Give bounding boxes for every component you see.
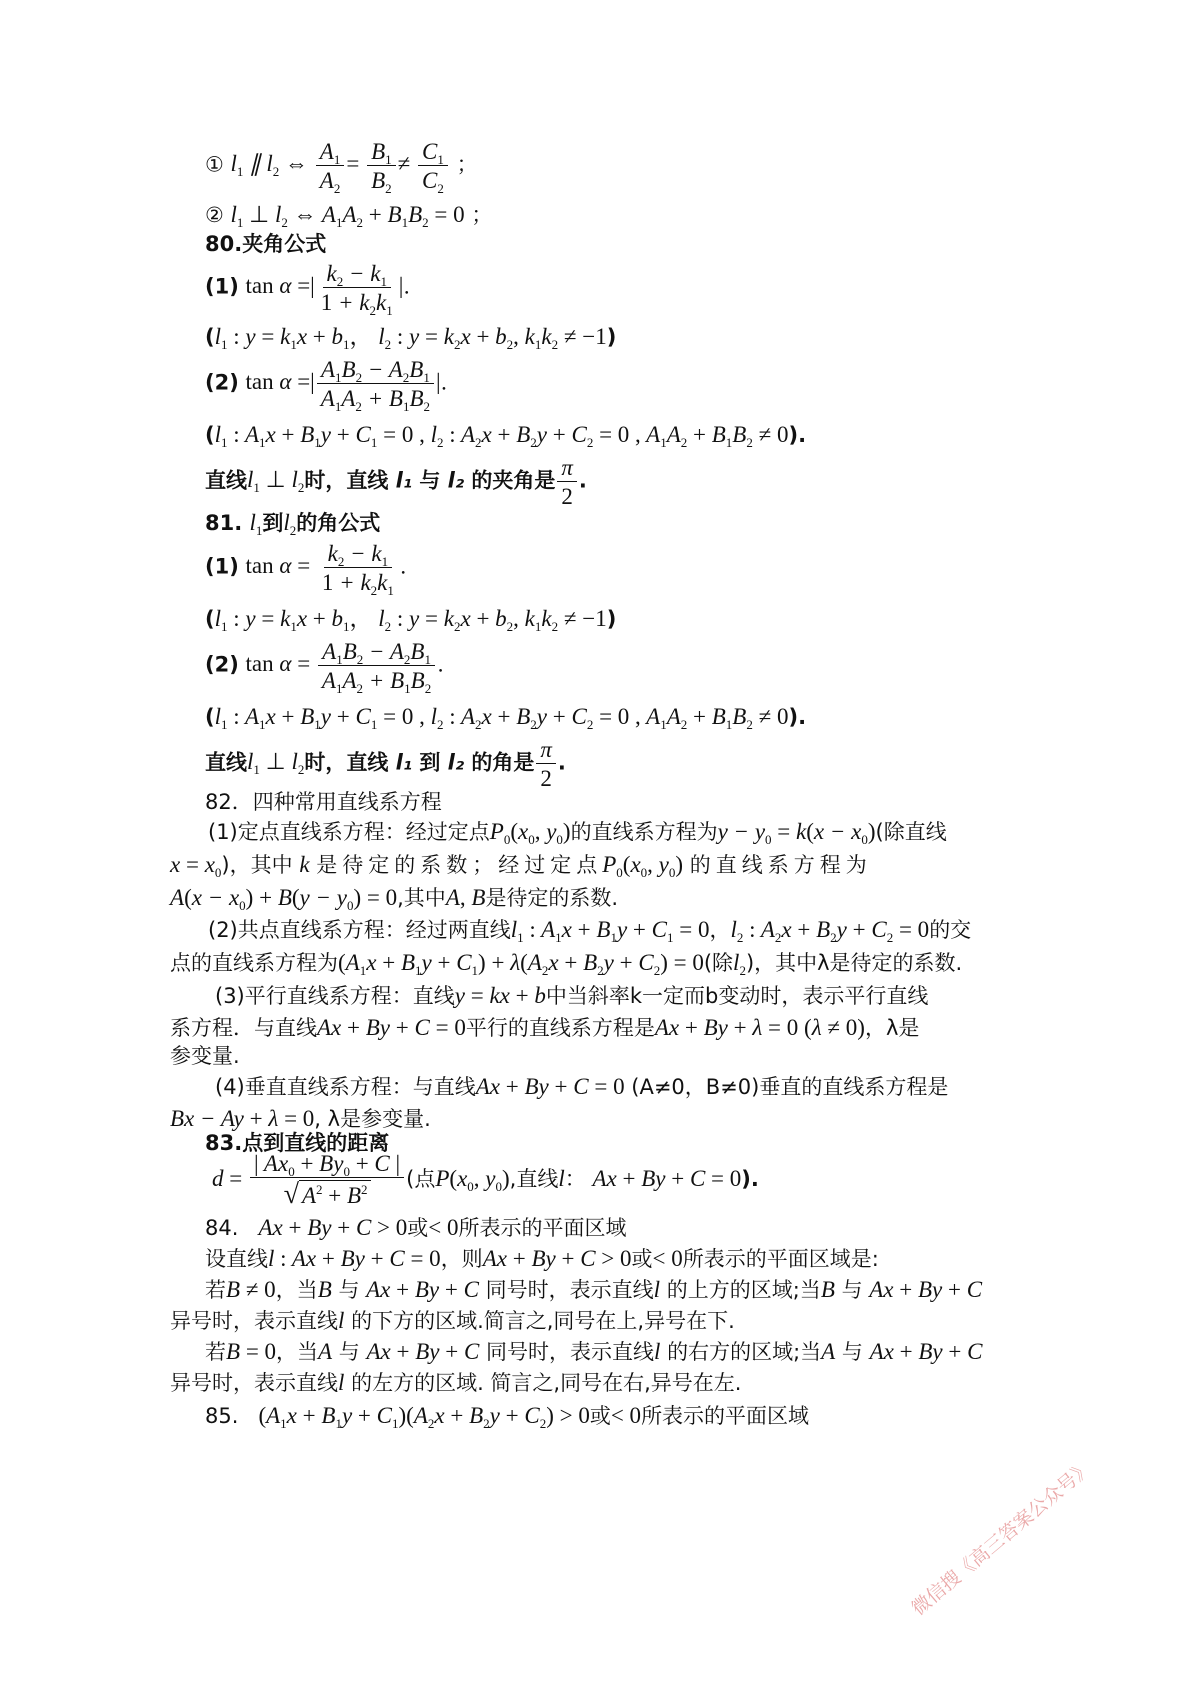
text: 中当斜率k一定而b变动时，表示平行直线 — [545, 984, 929, 1008]
formula-label: (1) — [205, 274, 239, 299]
text: 到 — [262, 511, 284, 535]
s82-p1-line2: $x = x_0$)，其中 k 是待定的系数；经过定点$P_0(x_0$, $y_0$) 的直线系方程为 — [170, 852, 872, 880]
s84-p2-line2: 异号时，表示直线l 的下方的区域.简言之,同号在上,异号在下. — [170, 1308, 735, 1333]
text: )，其中λ是待定的系数. — [745, 951, 963, 975]
paren: ) — [606, 325, 617, 349]
paren: ( — [205, 325, 215, 349]
text: 时，直线 — [304, 750, 396, 775]
section-85-title: 85. $(A_1x + B_1y + C_1)(A_2x + B_2y + C_2) > 0$或< 0所表示的平面区域 — [205, 1403, 810, 1431]
s81-condition-2: ($l_1$ : $A_1x + B_1y + C_1 = 0$ , $l_2$ : $A_2x + B_2y + C_2 = 0$ , $A_1A_2 + B_1B_2 \ne 0$). — [205, 704, 807, 732]
s82-p2-line1: (2)共点直线系方程：经过两直线$l_1$ : $A_1x + B_1y + C_1 = 0$，$l_2$ : $A_2x + B_2y + C_2 = 0$的交 — [208, 917, 972, 945]
punctuation: . — [578, 468, 587, 493]
section-84-title: 84. Ax + By + C > 0或< 0所表示的平面区域 — [205, 1215, 627, 1240]
text: 所表示的平面区域 — [458, 1216, 627, 1240]
text: 所表示的平面区域 — [641, 1404, 810, 1428]
text: ，当 — [275, 1278, 318, 1302]
circled-number: ② — [205, 203, 224, 227]
section-number: 81. — [205, 511, 243, 535]
perpendicular-condition: ② $l_1$ ⊥ $l_2$ ⇔ $A_1A_2 + B_1B_2 = 0$ ； — [205, 202, 493, 230]
text: 所表示的平面区域是: — [682, 1247, 879, 1271]
s81-condition-1: ($l_1$ : $y = k_1x + b_1$， $l_2$ : $y = k_2x + b_2$, $k_1k_2 \ne -1$) — [205, 606, 617, 634]
s82-p4-line2: Bx − Ay + λ = 0, λ是参变量. — [170, 1106, 431, 1131]
text: 的角是 — [464, 750, 535, 775]
punctuation: . — [437, 652, 444, 677]
punctuation: . — [403, 274, 411, 299]
punctuation: ). — [741, 1166, 759, 1191]
s84-p2-line1: 若B ≠ 0，当B 与 Ax + By + C 同号时，表示直线l 的上方的区域;当B 与 Ax + By + C — [205, 1277, 983, 1302]
watermark: 微信搜《高三答案公众号》 — [907, 1456, 1097, 1620]
paren: ( — [205, 705, 215, 729]
text: (2)共点直线系方程：经过两直线 — [208, 918, 511, 942]
punctuation: . — [399, 554, 407, 579]
text: (3)平行直线系方程：直线 — [215, 984, 455, 1008]
punctuation: ； — [456, 152, 478, 177]
s81-formula-1: (1) tan α = $\frac{k_2 - k_1}{1 + k_2k_1}$ . — [205, 541, 407, 598]
text: 与 — [412, 468, 448, 493]
section-number: 84. — [205, 1216, 239, 1240]
text: l₂ — [447, 750, 465, 775]
text: 设直线 — [205, 1247, 268, 1271]
section-number: 85. — [205, 1404, 239, 1428]
s82-p1-line3: $A(x - x_0) + B(y - y_0) = 0$,其中A, B是待定的系数. — [170, 885, 619, 913]
parallel-condition: ① $l_1$ ∥ $l_2$ ⇔ $\frac{A_1}{A_2}$ = $\frac{B_1}{B_2}$ ≠ $\frac{C_1}{C_2}$ ； — [205, 139, 478, 196]
s84-p1: 设直线l : Ax + By + C = 0，则Ax + By + C > 0或< 0所表示的平面区域是: — [205, 1246, 879, 1271]
text: 若 — [205, 1340, 226, 1364]
paren: ). — [788, 423, 807, 447]
text: (4)垂直直线系方程：与直线 — [215, 1075, 476, 1099]
text: 时，直线 — [304, 468, 396, 493]
text: 的直线系方程为 — [570, 820, 718, 844]
s82-p1-line1: (1)定点直线系方程：经过定点$P_0(x_0$, $y_0$)的直线系方程为$y - y_0 = k(x - x_0)$(除直线 — [208, 819, 947, 847]
s83-formula: d = $\frac{| Ax_0 + By_0 + C |}{√ A^2 + B^2}$ (点$P(x_0$, $y_0$),直线l： Ax + By + C = 0). — [212, 1151, 759, 1210]
paren: ) — [606, 607, 617, 631]
text: 到 — [412, 750, 448, 775]
text: 系方程．与直线 — [170, 1016, 317, 1040]
punctuation: . — [557, 750, 566, 775]
s80-condition-1: ($l_1$ : $y = k_1x + b_1$， $l_2$ : $y = k_2x + b_2$, $k_1k_2 \ne -1$) — [205, 324, 617, 352]
paren: ). — [788, 705, 807, 729]
text: 是待定的系数；经过定点 — [316, 853, 603, 877]
text: 的交 — [929, 918, 972, 942]
s82-p3-line1: (3)平行直线系方程：直线y = kx + b中当斜率k一定而b变动时，表示平行直线 — [215, 983, 929, 1008]
paren: ( — [205, 607, 215, 631]
text: )，其中 — [221, 853, 293, 877]
text: 与 — [841, 1278, 863, 1302]
text: , λ是参变量. — [314, 1107, 431, 1131]
punctuation: ； — [471, 203, 493, 227]
text: ,直线 — [509, 1166, 559, 1191]
text: (A≠0，B≠0)垂直的直线系方程是 — [631, 1075, 949, 1099]
text: 的夹角是 — [464, 468, 556, 493]
text: 的角公式 — [296, 511, 381, 535]
text: ， — [709, 918, 731, 942]
s82-p3-line3: 参变量. — [170, 1044, 240, 1068]
s81-note: 直线$l_1$ ⊥ $l_2$时，直线 l₁ 到 l₂ 的角是 $\frac{\pi}{2}$ . — [205, 737, 566, 791]
text: l₁ — [395, 750, 413, 775]
s82-p3-line2: 系方程．与直线Ax + By + C = 0平行的直线系方程是Ax + By + λ = 0 (λ ≠ 0)，λ是 — [170, 1015, 920, 1040]
text: 若 — [205, 1278, 226, 1302]
text: ，则 — [440, 1247, 483, 1271]
s84-p3-line2: 异号时，表示直线l 的左方的区域. 简言之,同号在右,异号在左. — [170, 1370, 742, 1395]
text: 同号时，表示直线 — [485, 1278, 654, 1302]
text: ，λ是 — [864, 1016, 920, 1040]
text: ，当 — [276, 1340, 319, 1364]
text: 与 — [338, 1340, 360, 1364]
text: 平行的直线系方程是 — [465, 1016, 655, 1040]
text: 直线 — [205, 468, 247, 493]
s82-p2-line2: 点的直线系方程为$(A_1x + B_1y + C_1) + \lambda(A_2x + B_2y + C_2) = 0$(除$l_2$)，其中λ是待定的系数. — [170, 950, 963, 978]
s82-p4-line1: (4)垂直直线系方程：与直线Ax + By + C = 0 (A≠0，B≠0)垂直的直线系方程是 — [215, 1074, 949, 1099]
text: 的直线系方程为 — [689, 853, 872, 877]
text: (点 — [406, 1166, 436, 1191]
s80-formula-2: (2) tan α =| $\frac{A_1B_2 - A_2B_1}{A_1A_2 + B_1B_2}$ |. — [205, 357, 448, 414]
text: 与 — [841, 1340, 863, 1364]
text: l₁ — [395, 468, 413, 493]
section-80-title: 80.夹角公式 — [205, 232, 327, 256]
punctuation: . — [440, 370, 448, 395]
formula-label: (2) — [205, 370, 239, 395]
text: ： — [564, 1166, 586, 1191]
s84-p3-line1: 若B = 0，当A 与 Ax + By + C 同号时，表示直线l 的右方的区域;当A 与 Ax + By + C — [205, 1339, 983, 1364]
text: (除 — [703, 951, 734, 975]
text: 的右方的区域;当 — [667, 1340, 822, 1364]
s81-formula-2: (2) tan α = $\frac{A_1B_2 - A_2B_1}{A_1A_2 + B_1B_2}$ . — [205, 639, 444, 696]
text: 异号时，表示直线 — [170, 1371, 338, 1395]
section-83-title: 83.点到直线的距离 — [205, 1131, 390, 1155]
formula-label: (1) — [205, 554, 239, 579]
circled-number: ① — [205, 152, 224, 177]
s80-note: 直线$l_1$ ⊥ $l_2$时，直线 l₁ 与 l₂ 的夹角是 $\frac{\pi}{2}$ . — [205, 455, 587, 509]
formula-label: (2) — [205, 652, 239, 677]
section-82-title: 82．四种常用直线系方程 — [205, 790, 442, 814]
s80-formula-1: (1) tan α =| $\frac{k_2 - k_1}{1 + k_2k_1}$ |. — [205, 261, 411, 318]
text: 的左方的区域. 简言之,同号在右,异号在左. — [351, 1371, 742, 1395]
text: ,其中 — [397, 886, 446, 910]
text: 与 — [338, 1278, 360, 1302]
s80-condition-2: ($l_1$ : $A_1x + B_1y + C_1 = 0$ , $l_2$ : $A_2x + B_2y + C_2 = 0$ , $A_1A_2 + B_1B_2 \ne 0$). — [205, 422, 807, 450]
text: 是待定的系数. — [485, 886, 619, 910]
text: (1)定点直线系方程：经过定点 — [208, 820, 490, 844]
text: 直线 — [205, 750, 247, 775]
paren: ( — [205, 423, 215, 447]
text: 异号时，表示直线 — [170, 1309, 338, 1333]
text: 的下方的区域.简言之,同号在上,异号在下. — [351, 1309, 735, 1333]
text: 点的直线系方程为 — [170, 951, 338, 975]
text: (除直线 — [875, 820, 947, 844]
text: 同号时，表示直线 — [486, 1340, 655, 1364]
text: l₂ — [447, 468, 465, 493]
text: 的上方的区域;当 — [666, 1278, 821, 1302]
section-81-title: 81. $l_1$到$l_2$的角公式 — [205, 510, 381, 538]
